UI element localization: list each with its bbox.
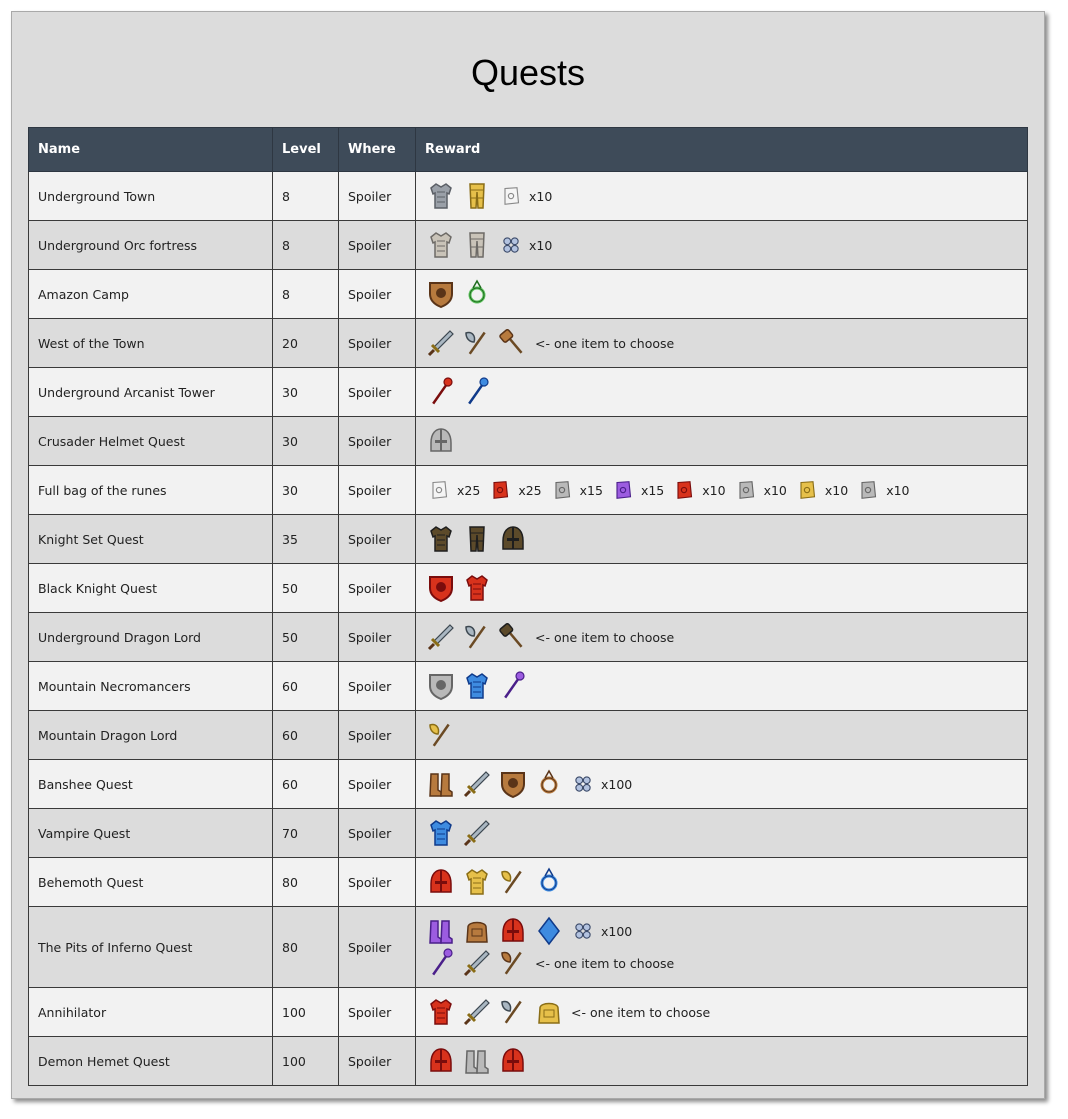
ice-rod-icon bbox=[461, 376, 493, 408]
choose-one-note: <- one item to choose bbox=[571, 1004, 711, 1020]
quest-level-cell: 8 bbox=[273, 172, 339, 221]
coins-icon bbox=[571, 772, 595, 796]
stone-rune-icon bbox=[550, 478, 574, 502]
war-axe-icon bbox=[497, 996, 529, 1028]
table-row bbox=[29, 711, 1028, 760]
reward-quantity: x10 bbox=[529, 188, 553, 204]
choose-one-note: <- one item to choose bbox=[535, 335, 675, 351]
table-row bbox=[29, 907, 1028, 988]
quest-name-cell: Amazon Camp bbox=[29, 270, 273, 319]
quest-name-cell: Mountain Dragon Lord bbox=[29, 711, 273, 760]
horned-helmet-icon bbox=[497, 523, 529, 555]
quest-where-cell[interactable]: Spoiler bbox=[339, 368, 416, 417]
quest-level-cell: 60 bbox=[273, 711, 339, 760]
reward-list bbox=[425, 425, 1018, 457]
quest-reward-cell bbox=[416, 466, 1028, 515]
tower-shield-icon bbox=[497, 768, 529, 800]
quest-reward-cell bbox=[416, 1037, 1028, 1086]
header-reward: Reward bbox=[416, 128, 1028, 172]
medusa-shield-icon bbox=[425, 670, 457, 702]
reward-list bbox=[425, 278, 1018, 310]
sword-icon bbox=[461, 947, 493, 979]
reward-quantity: x10 bbox=[824, 482, 849, 498]
reward-list bbox=[425, 996, 1018, 1028]
quest-name-cell: Annihilator bbox=[29, 988, 273, 1037]
quest-level-cell: 80 bbox=[273, 907, 339, 988]
purple-rune-icon bbox=[611, 478, 635, 502]
reward-list bbox=[425, 670, 1018, 702]
quest-reward-cell bbox=[416, 319, 1028, 368]
blue-robe-icon bbox=[461, 670, 493, 702]
magic-sword-icon bbox=[461, 996, 493, 1028]
page-title: Quests bbox=[470, 52, 586, 93]
quest-name-cell: Mountain Necromancers bbox=[29, 662, 273, 711]
demon-helmet-icon bbox=[497, 1045, 529, 1077]
red-dice-rune-icon bbox=[672, 478, 696, 502]
quest-name-cell: Behemoth Quest bbox=[29, 858, 273, 907]
reward-line bbox=[425, 229, 1018, 261]
quest-where-cell[interactable]: Spoiler bbox=[339, 760, 416, 809]
grey-rune-2-icon bbox=[856, 478, 880, 502]
quest-level-cell: 50 bbox=[273, 564, 339, 613]
reward-line bbox=[425, 180, 1018, 212]
reward-line bbox=[425, 523, 1018, 555]
quest-level-cell: 60 bbox=[273, 662, 339, 711]
golden-halberd-icon bbox=[497, 866, 529, 898]
golden-armor-icon bbox=[461, 866, 493, 898]
demon-icon bbox=[497, 915, 529, 947]
table-row bbox=[29, 417, 1028, 466]
reward-line bbox=[425, 996, 1018, 1028]
reward-list bbox=[425, 523, 1018, 555]
quest-where-cell[interactable]: Spoiler bbox=[339, 221, 416, 270]
reward-quantity: x15 bbox=[640, 482, 665, 498]
quests-panel bbox=[11, 11, 1045, 1099]
plate-legs-icon bbox=[461, 229, 493, 261]
quest-reward-cell bbox=[416, 907, 1028, 988]
table-row bbox=[29, 466, 1028, 515]
table-row bbox=[29, 319, 1028, 368]
reward-list bbox=[425, 572, 1018, 604]
reward-line bbox=[425, 278, 1018, 310]
soft-boots-icon bbox=[425, 915, 457, 947]
grey-rune-icon bbox=[734, 478, 758, 502]
quest-where-cell[interactable]: Spoiler bbox=[339, 319, 416, 368]
quest-level-cell: 30 bbox=[273, 368, 339, 417]
knight-legs-icon bbox=[461, 523, 493, 555]
quest-where-cell[interactable]: Spoiler bbox=[339, 662, 416, 711]
table-row bbox=[29, 662, 1028, 711]
rune-icon bbox=[427, 478, 451, 502]
reward-list bbox=[425, 719, 1018, 751]
quest-where-cell[interactable]: Spoiler bbox=[339, 172, 416, 221]
quest-where-cell[interactable]: Spoiler bbox=[339, 711, 416, 760]
quest-name-cell: Black Knight Quest bbox=[29, 564, 273, 613]
quest-where-cell[interactable]: Spoiler bbox=[339, 809, 416, 858]
header-where: Where bbox=[339, 128, 416, 172]
red-rune-icon bbox=[488, 478, 512, 502]
quest-where-cell[interactable]: Spoiler bbox=[339, 613, 416, 662]
morning-star-icon bbox=[497, 621, 529, 653]
quest-name-cell: West of the Town bbox=[29, 319, 273, 368]
quest-name-cell: The Pits of Inferno Quest bbox=[29, 907, 273, 988]
quest-where-cell[interactable]: Spoiler bbox=[339, 466, 416, 515]
quest-where-cell[interactable]: Spoiler bbox=[339, 564, 416, 613]
reward-line bbox=[425, 327, 1018, 359]
crossbow-icon bbox=[497, 947, 529, 979]
teddy-bear-icon bbox=[533, 996, 565, 1028]
quest-level-cell: 35 bbox=[273, 515, 339, 564]
choose-one-note: <- one item to choose bbox=[535, 629, 675, 645]
header-name: Name bbox=[29, 128, 273, 172]
demon-helmet-icon bbox=[425, 1045, 457, 1077]
reward-quantity: x10 bbox=[886, 482, 910, 498]
yellow-rune-icon bbox=[795, 478, 819, 502]
demon-shield-icon bbox=[425, 572, 457, 604]
wand-icon bbox=[425, 947, 457, 979]
reward-quantity: x100 bbox=[601, 776, 633, 792]
reward-list bbox=[425, 915, 1018, 979]
crystal-icon bbox=[533, 915, 565, 947]
table-row bbox=[29, 564, 1028, 613]
reward-line bbox=[425, 719, 1018, 751]
long-sword-icon bbox=[425, 621, 457, 653]
coins-icon bbox=[499, 233, 523, 257]
rune-icon bbox=[499, 184, 523, 208]
reward-list bbox=[425, 229, 1018, 261]
reward-quantity: x25 bbox=[457, 482, 481, 498]
fire-axe-icon bbox=[425, 719, 457, 751]
quest-level-cell: 100 bbox=[273, 1037, 339, 1086]
table-row bbox=[29, 515, 1028, 564]
reward-quantity: x10 bbox=[763, 482, 787, 498]
reward-line bbox=[425, 376, 1018, 408]
plate-armor-icon bbox=[425, 229, 457, 261]
table-row bbox=[29, 760, 1028, 809]
fire-wand-icon bbox=[425, 376, 457, 408]
quest-reward-cell bbox=[416, 711, 1028, 760]
crusader-helmet-icon bbox=[425, 425, 457, 457]
table-row bbox=[29, 809, 1028, 858]
quests-table bbox=[28, 127, 1028, 1086]
quest-reward-cell bbox=[416, 662, 1028, 711]
reward-list bbox=[425, 621, 1018, 653]
quest-level-cell: 8 bbox=[273, 270, 339, 319]
quest-name-cell: Underground Orc fortress bbox=[29, 221, 273, 270]
reward-line bbox=[425, 768, 1018, 800]
quest-where-cell[interactable]: Spoiler bbox=[339, 907, 416, 988]
table-row bbox=[29, 1037, 1028, 1086]
staff-icon bbox=[497, 670, 529, 702]
ring-icon bbox=[461, 278, 493, 310]
quest-level-cell: 30 bbox=[273, 466, 339, 515]
reward-list bbox=[425, 478, 1018, 502]
quest-level-cell: 60 bbox=[273, 760, 339, 809]
quest-reward-cell bbox=[416, 221, 1028, 270]
reward-list bbox=[425, 180, 1018, 212]
spear-icon bbox=[461, 817, 493, 849]
quest-name-cell: Full bag of the runes bbox=[29, 466, 273, 515]
golden-legs-icon bbox=[461, 180, 493, 212]
quest-reward-cell bbox=[416, 270, 1028, 319]
quest-reward-cell bbox=[416, 172, 1028, 221]
halberd-icon bbox=[461, 621, 493, 653]
reward-line bbox=[425, 947, 1018, 979]
quest-where-cell[interactable]: Spoiler bbox=[339, 270, 416, 319]
shield-icon bbox=[425, 278, 457, 310]
header-level: Level bbox=[273, 128, 339, 172]
reward-line bbox=[425, 1045, 1018, 1077]
quest-name-cell: Underground Arcanist Tower bbox=[29, 368, 273, 417]
giant-sword-icon bbox=[461, 768, 493, 800]
table-row bbox=[29, 613, 1028, 662]
quest-where-cell[interactable]: Spoiler bbox=[339, 1037, 416, 1086]
reward-list bbox=[425, 866, 1018, 898]
table-row bbox=[29, 988, 1028, 1037]
necklace-icon bbox=[533, 866, 565, 898]
quest-level-cell: 50 bbox=[273, 613, 339, 662]
quest-reward-cell bbox=[416, 760, 1028, 809]
quest-name-cell: Vampire Quest bbox=[29, 809, 273, 858]
quest-reward-cell bbox=[416, 368, 1028, 417]
quest-reward-cell bbox=[416, 858, 1028, 907]
table-row bbox=[29, 270, 1028, 319]
reward-line bbox=[425, 817, 1018, 849]
quest-where-cell[interactable]: Spoiler bbox=[339, 988, 416, 1037]
quest-name-cell: Underground Dragon Lord bbox=[29, 613, 273, 662]
table-row bbox=[29, 858, 1028, 907]
quest-name-cell: Demon Hemet Quest bbox=[29, 1037, 273, 1086]
amulet-icon bbox=[533, 768, 565, 800]
reward-list bbox=[425, 376, 1018, 408]
quest-name-cell: Knight Set Quest bbox=[29, 515, 273, 564]
reward-quantity: x10 bbox=[702, 482, 726, 498]
quest-reward-cell bbox=[416, 515, 1028, 564]
quest-reward-cell bbox=[416, 809, 1028, 858]
quest-level-cell: 70 bbox=[273, 809, 339, 858]
reward-list bbox=[425, 1045, 1018, 1077]
quest-level-cell: 8 bbox=[273, 221, 339, 270]
boots-icon bbox=[425, 768, 457, 800]
reward-quantity: x25 bbox=[518, 482, 542, 498]
steel-boots-icon bbox=[461, 1045, 493, 1077]
red-armor-icon bbox=[461, 572, 493, 604]
reward-line bbox=[425, 621, 1018, 653]
quest-level-cell: 80 bbox=[273, 858, 339, 907]
knight-armor-icon bbox=[425, 523, 457, 555]
reward-list bbox=[425, 768, 1018, 800]
reward-line bbox=[425, 866, 1018, 898]
quest-name-cell: Crusader Helmet Quest bbox=[29, 417, 273, 466]
quest-where-cell[interactable]: Spoiler bbox=[339, 858, 416, 907]
reward-quantity: x15 bbox=[579, 482, 603, 498]
table-row bbox=[29, 221, 1028, 270]
backpack-icon bbox=[461, 915, 493, 947]
axe-icon bbox=[461, 327, 493, 359]
reward-list bbox=[425, 817, 1018, 849]
quest-where-cell[interactable]: Spoiler bbox=[339, 515, 416, 564]
quest-name-cell: Underground Town bbox=[29, 172, 273, 221]
quest-reward-cell bbox=[416, 417, 1028, 466]
quest-level-cell: 20 bbox=[273, 319, 339, 368]
quest-reward-cell bbox=[416, 564, 1028, 613]
coins-icon bbox=[571, 919, 595, 943]
reward-line bbox=[425, 572, 1018, 604]
chain-armor-icon bbox=[425, 180, 457, 212]
table-header-row bbox=[29, 128, 1028, 172]
reward-line bbox=[425, 425, 1018, 457]
reward-quantity: x100 bbox=[601, 923, 633, 939]
quest-reward-cell bbox=[416, 988, 1028, 1037]
choose-one-note: <- one item to choose bbox=[535, 955, 675, 971]
quest-level-cell: 100 bbox=[273, 988, 339, 1037]
hammer-icon bbox=[497, 327, 529, 359]
reward-line bbox=[425, 915, 1018, 947]
demon-armor-icon bbox=[425, 996, 457, 1028]
reward-line bbox=[425, 670, 1018, 702]
table-row bbox=[29, 172, 1028, 221]
quest-where-cell[interactable]: Spoiler bbox=[339, 417, 416, 466]
quest-name-cell: Banshee Quest bbox=[29, 760, 273, 809]
quest-reward-cell bbox=[416, 613, 1028, 662]
quest-level-cell: 30 bbox=[273, 417, 339, 466]
reward-list bbox=[425, 327, 1018, 359]
reward-line bbox=[425, 478, 1018, 502]
demon-helmet-icon bbox=[425, 866, 457, 898]
dragon-scale-icon bbox=[425, 817, 457, 849]
reward-quantity: x10 bbox=[529, 237, 553, 253]
table-row bbox=[29, 368, 1028, 417]
sword-icon bbox=[425, 327, 457, 359]
